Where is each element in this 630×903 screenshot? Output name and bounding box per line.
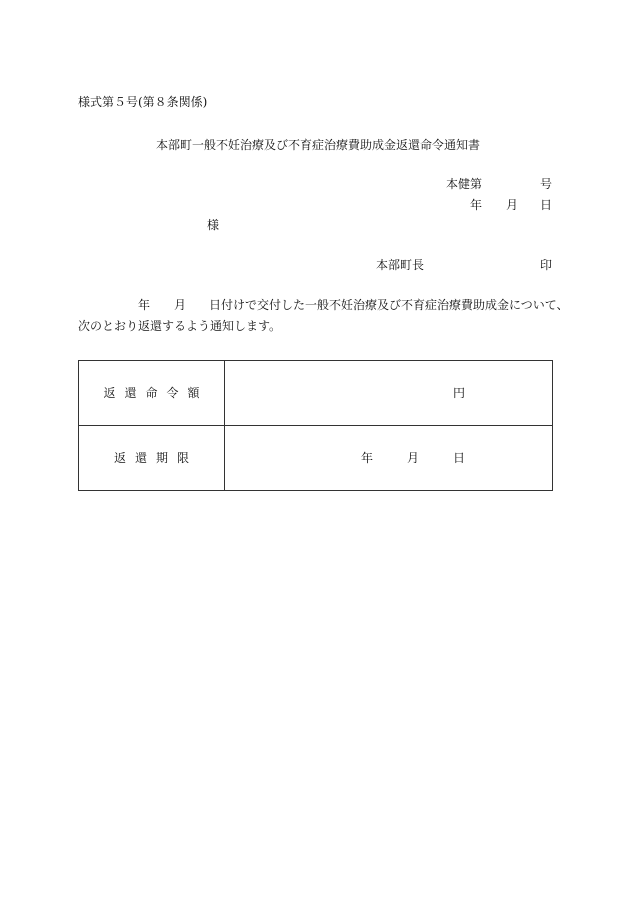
yen-unit: 円 — [453, 386, 466, 400]
table-row — [79, 426, 553, 491]
body-text-line1: 日付けで交付した一般不妊治療及び不育症治療費助成金について、 — [209, 298, 569, 312]
body-text-line2: 次のとおり返還するよう通知します。 — [78, 319, 282, 333]
issue-date-year: 年 — [470, 198, 483, 212]
refund-amount-label: 返還命令額 — [79, 361, 225, 426]
refund-deadline-value — [225, 426, 553, 491]
seal-mark: 印 — [540, 258, 553, 272]
sender-name: 本部町長 — [376, 258, 425, 272]
body-month: 月 — [174, 298, 187, 312]
form-number: 様式第５号(第８条関係) — [78, 95, 208, 109]
recipient-honorific: 様 — [207, 218, 220, 232]
deadline-month: 月 — [407, 451, 420, 465]
document-title: 本部町一般不妊治療及び不育症治療費助成金返還命令通知書 — [156, 138, 481, 152]
refund-deadline-label: 返還期限 — [79, 426, 225, 491]
reference-number-suffix: 号 — [540, 177, 553, 191]
deadline-day: 日 — [453, 451, 466, 465]
issue-date-day: 日 — [540, 198, 553, 212]
refund-amount-value — [225, 361, 553, 426]
body-year: 年 — [138, 298, 151, 312]
deadline-year: 年 — [361, 451, 374, 465]
table-row — [79, 361, 553, 426]
issue-date-month: 月 — [506, 198, 519, 212]
reference-number-prefix: 本健第 — [446, 177, 483, 191]
refund-table — [78, 360, 553, 491]
